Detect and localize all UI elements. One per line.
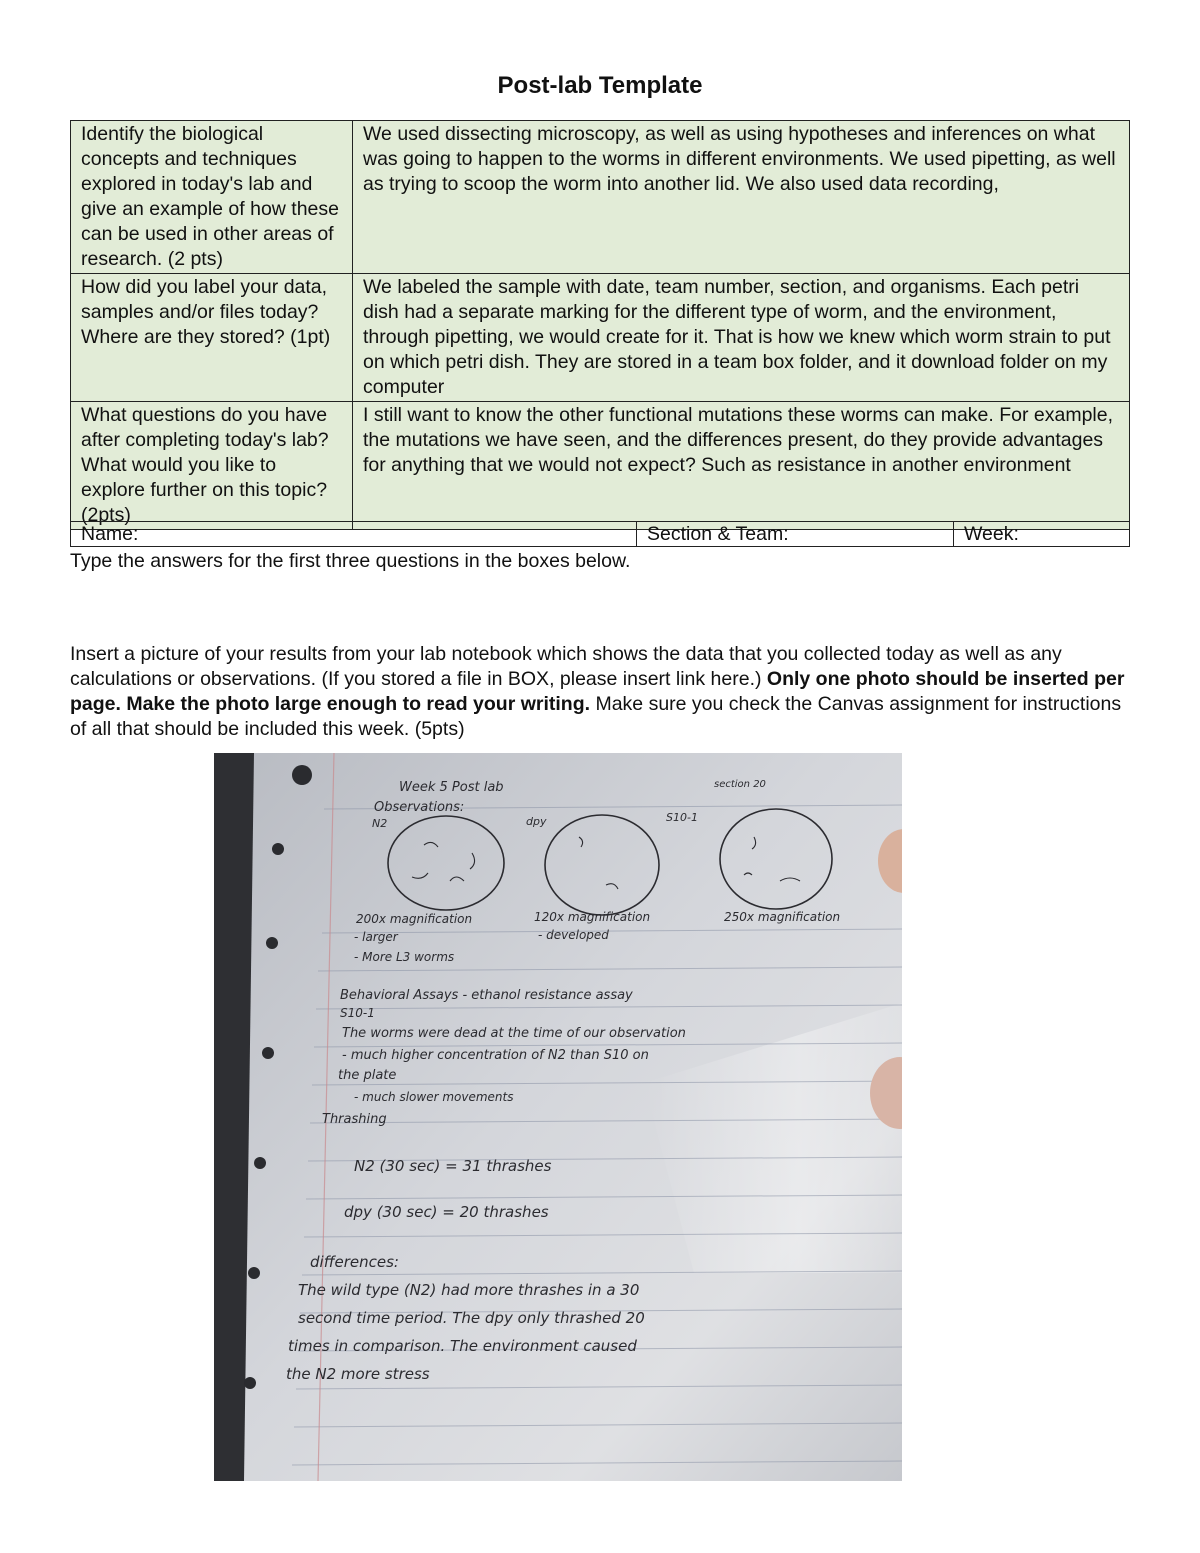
notebook-mag2: 120x magnification bbox=[534, 910, 651, 924]
answer-cell[interactable]: We used dissecting microscopy, as well as using hypotheses and inferences on what was going to happen to the worms in different environments. We used pipetting, as well as trying to scoop the worm into another lid. We also used data recording, bbox=[353, 121, 1130, 274]
notebook-diff4: the N2 more stress bbox=[286, 1365, 430, 1383]
page-title: Post-lab Template bbox=[497, 72, 703, 99]
notebook-thrashing: Thrashing bbox=[322, 1112, 387, 1127]
postlab-questions-table bbox=[70, 120, 1130, 530]
type-answers-instruction: Type the answers for the first three questions in the boxes below. bbox=[70, 550, 631, 572]
notebook-mag2-note: - developed bbox=[538, 928, 609, 942]
notebook-mag1: 200x magnification bbox=[356, 912, 473, 926]
notebook-corner-note: section 20 bbox=[714, 779, 766, 790]
notebook-observations: Observations: bbox=[374, 800, 465, 815]
notebook-line2: - much higher concentration of N2 than S10 on bbox=[342, 1048, 649, 1063]
question-cell: What questions do you have after completing today's lab? What would you like to explore further on this topic? (2pts) bbox=[71, 402, 353, 530]
notebook-dpy-label: dpy bbox=[526, 815, 547, 828]
section-team-field[interactable]: Section & Team: bbox=[637, 522, 954, 547]
question-cell: Identify the biological concepts and techniques explored in today's lab and give an example of how these can be used in other areas of research. (2 pts) bbox=[71, 121, 353, 274]
notebook-dpy-thrash: dpy (30 sec) = 20 thrashes bbox=[344, 1203, 549, 1221]
notebook-s10-line: S10-1 bbox=[340, 1006, 375, 1020]
notebook-mag1-note-b: - More L3 worms bbox=[354, 950, 455, 964]
notebook-mag3: 250x magnification bbox=[724, 910, 841, 924]
notebook-mag1-note-a: - larger bbox=[354, 930, 398, 944]
notebook-n2-label: N2 bbox=[372, 817, 388, 830]
notebook-s10-label: S10-1 bbox=[666, 811, 698, 824]
name-field[interactable]: Name: bbox=[71, 522, 637, 547]
notebook-behavioral: Behavioral Assays - ethanol resistance assay bbox=[340, 988, 633, 1003]
notebook-diff2: second time period. The dpy only thrashed 20 bbox=[298, 1309, 645, 1327]
table-row bbox=[71, 121, 1130, 274]
notebook-n2-thrash: N2 (30 sec) = 31 thrashes bbox=[354, 1157, 552, 1175]
notebook-header: Week 5 Post lab bbox=[399, 780, 504, 795]
notebook-line1: The worms were dead at the time of our observation bbox=[342, 1026, 686, 1041]
notebook-line3: the plate bbox=[338, 1068, 397, 1083]
question-cell: How did you label your data, samples and/or files today? Where are they stored? (1pt) bbox=[71, 274, 353, 402]
table-row bbox=[71, 402, 1130, 530]
notebook-differences: differences: bbox=[310, 1253, 399, 1271]
table-row bbox=[71, 522, 1130, 547]
notebook-line4: - much slower movements bbox=[354, 1090, 514, 1104]
instruction-text: Make sure you check the Canvas assignment for instructions of all that should be included this week. (5pts) bbox=[70, 693, 1122, 740]
instruction-text: Insert a picture of your results from your lab notebook which shows the data that you collected today as well as any calculations or observations. (If you stored a file in BOX, please insert link here.) bbox=[70, 643, 1062, 690]
week-field[interactable]: Week: bbox=[954, 522, 1130, 547]
notebook-diff3: times in comparison. The environment caused bbox=[288, 1337, 637, 1355]
answer-cell[interactable]: We labeled the sample with date, team number, section, and organisms. Each petri dish had a separate marking for the different type of worm, and the environment, through pipetting, we would create for it. That is how we knew which worm strain to put on which petri dish. They are stored in a team box folder, and it download folder on my computer bbox=[353, 274, 1130, 402]
notebook-diff1: The wild type (N2) had more thrashes in a 30 bbox=[298, 1281, 640, 1299]
student-info-table bbox=[70, 521, 1130, 547]
lab-notebook-photo bbox=[214, 753, 902, 1481]
table-row bbox=[71, 274, 1130, 402]
answer-cell[interactable]: I still want to know the other functional mutations these worms can make. For example, the mutations we have seen, and the differences present, do they provide advantages for anything that we would not expect? Such as resistance in another environment bbox=[353, 402, 1130, 530]
insert-picture-instruction bbox=[70, 642, 1140, 742]
instruction-bold-text: Only one photo should be inserted per page. Make the photo large enough to read your writing. bbox=[70, 668, 1125, 715]
